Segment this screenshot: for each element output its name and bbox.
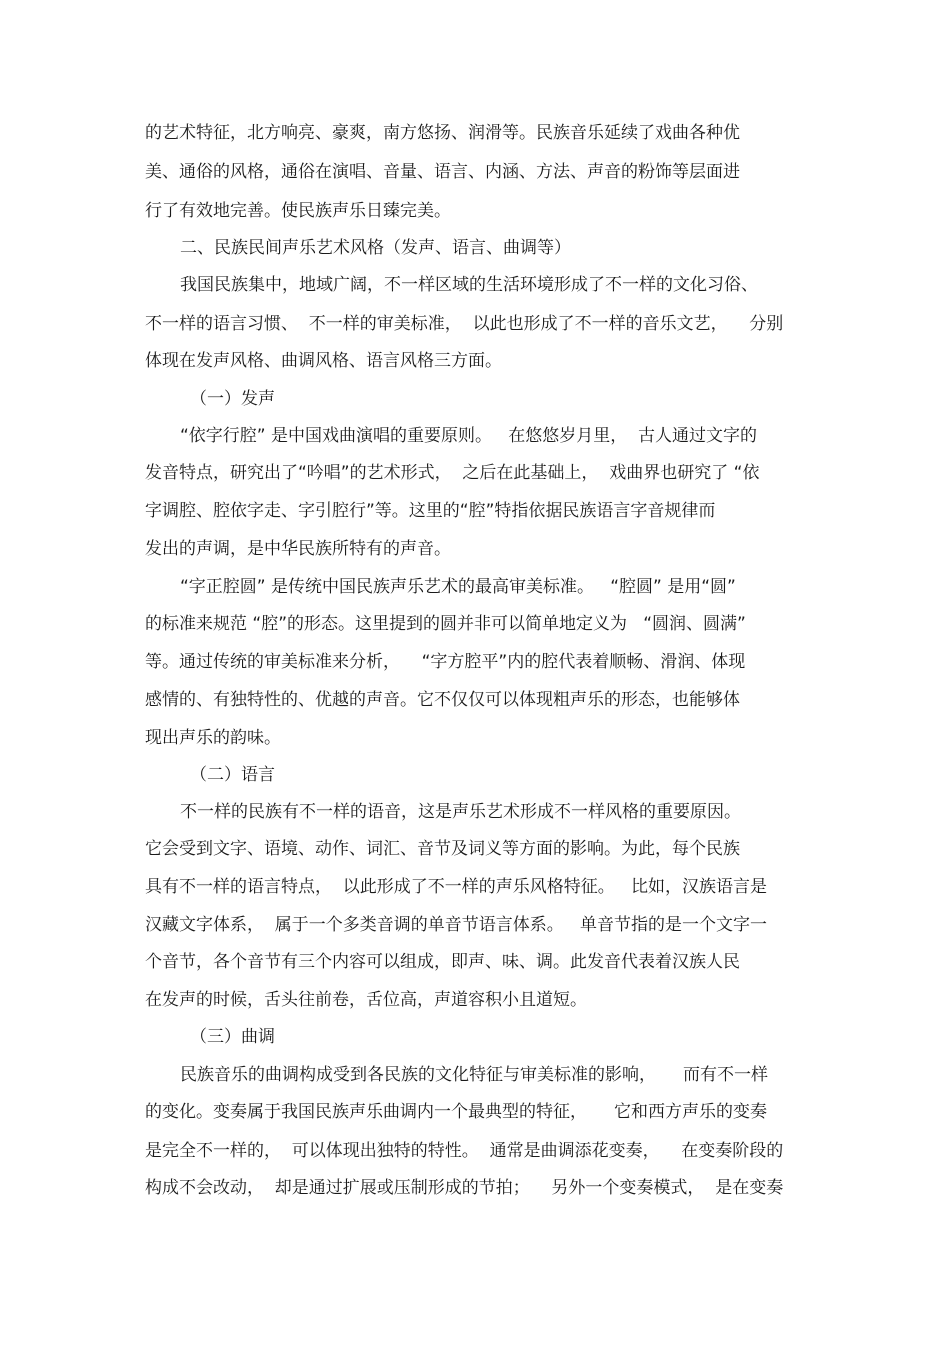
paragraph-line: 不一样的民族有不一样的语音，这是声乐艺术形成不一样风格的重要原因。: [180, 802, 741, 822]
paragraph-line: 不一样的语言习惯、 不一样的审美标准， 以此也形成了不一样的音乐文艺， 分别: [145, 314, 784, 334]
paragraph-line: 美、通俗的风格，通俗在演唱、音量、语言、内涵、方法、声音的粉饰等层面进: [145, 162, 740, 182]
section-heading: 二、民族民间声乐艺术风格（发声、语言、曲调等）: [180, 238, 571, 258]
paragraph-line: 现出声乐的韵味。: [145, 728, 281, 748]
paragraph-line: 构成不会改动， 却是通过扩展或压制形成的节拍； 另外一个变奏模式， 是在变奏: [145, 1178, 784, 1198]
paragraph-line: 发出的声调，是中华民族所特有的声音。: [145, 539, 451, 559]
subsection-heading: （三）曲调: [190, 1027, 275, 1047]
paragraph-line: 行了有效地完善。使民族声乐日臻完美。: [145, 201, 451, 221]
paragraph-line: 在发声的时候，舌头往前卷，舌位高，声道容积小且道短。: [145, 990, 587, 1010]
paragraph-line: “依字行腔” 是中国戏曲演唱的重要原则。 在悠悠岁月里， 古人通过文字的: [180, 426, 758, 446]
paragraph-line: 个音节，各个音节有三个内容可以组成，即声、味、调。此发音代表着汉族人民: [145, 952, 740, 972]
paragraph-line: 民族音乐的曲调构成受到各民族的文化特征与审美标准的影响， 而有不一样: [180, 1065, 769, 1085]
paragraph-line: 体现在发声风格、曲调风格、语言风格三方面。: [145, 351, 502, 371]
paragraph-line: 是完全不一样的， 可以体现出独特的特性。 通常是曲调添花变奏， 在变奏阶段的: [145, 1141, 784, 1161]
paragraph-line: 它会受到文字、语境、动作、词汇、音节及词义等方面的影响。为此，每个民族: [145, 839, 740, 859]
paragraph-line: 的标准来规范 “腔”的形态。这里提到的圆并非可以简单地定义为 “圆润、圆满”: [145, 614, 746, 634]
paragraph-line: 具有不一样的语言特点， 以此形成了不一样的声乐风格特征。 比如，汉族语言是: [145, 877, 768, 897]
paragraph-line: 的变化。变奏属于我国民族声乐曲调内一个最典型的特征， 它和西方声乐的变奏: [145, 1102, 768, 1122]
paragraph-line: 感情的、有独特性的、优越的声音。它不仅仅可以体现粗声乐的形态，也能够体: [145, 690, 740, 710]
paragraph-line: 的艺术特征，北方响亮、豪爽，南方悠扬、润滑等。民族音乐延续了戏曲各种优: [145, 123, 740, 143]
paragraph-line: “字正腔圆” 是传统中国民族声乐艺术的最高审美标准。 “腔圆” 是用“圆”: [180, 577, 736, 597]
paragraph-line: 等。通过传统的审美标准来分析， “字方腔平”内的腔代表着顺畅、滑润、体现: [145, 652, 746, 672]
paragraph-line: 字调腔、腔依字走、字引腔行”等。这里的“腔”特指依据民族语言字音规律而: [145, 501, 716, 521]
paragraph-line: 我国民族集中，地域广阔，不一样区域的生活环境形成了不一样的文化习俗、: [180, 275, 758, 295]
paragraph-line: 发音特点，研究出了“吟唱”的艺术形式， 之后在此基础上， 戏曲界也研究了 “依: [145, 463, 760, 483]
paragraph-line: 汉藏文字体系， 属于一个多类音调的单音节语言体系。 单音节指的是一个文字一: [145, 915, 768, 935]
subsection-heading: （一）发声: [190, 389, 275, 409]
subsection-heading: （二）语言: [190, 765, 275, 785]
